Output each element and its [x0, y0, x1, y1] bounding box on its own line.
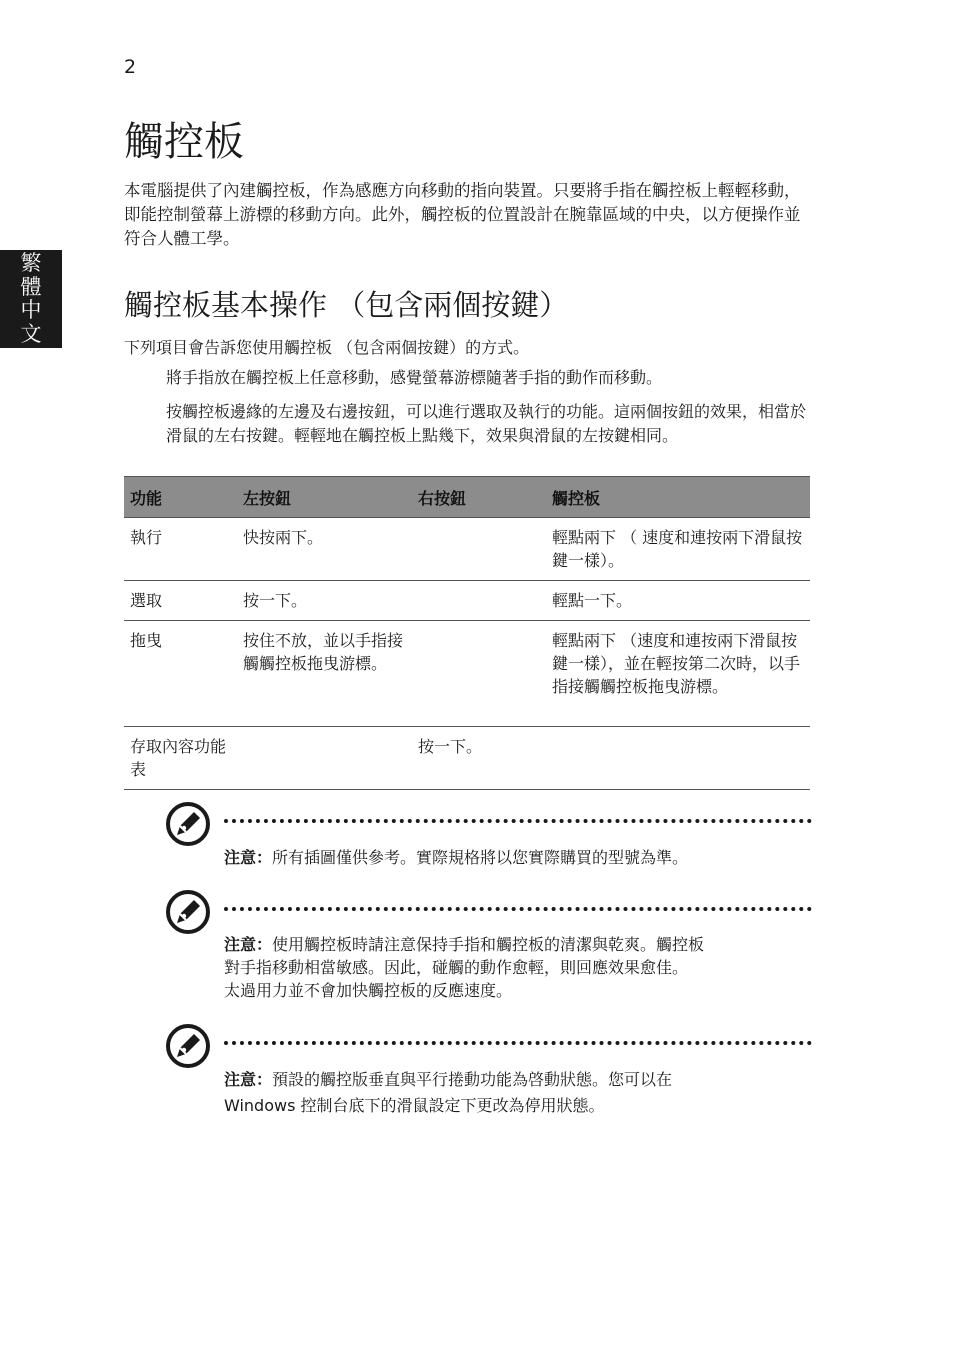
note-text: [224, 846, 814, 869]
header-left-button: 左按鈕: [237, 477, 412, 518]
table-row: [124, 518, 810, 581]
pencil-note-icon: [164, 1022, 212, 1070]
table-cell: [546, 727, 810, 790]
page-number: 2: [124, 56, 137, 78]
lead-paragraph: 下列項目會告訴您使用觸控板 （包含兩個按鍵）的方式。: [124, 338, 530, 357]
header-touchpad: 觸控板: [546, 477, 810, 518]
note-text: [224, 933, 814, 1002]
table-cell: 選取: [124, 581, 237, 621]
note-divider: [224, 907, 812, 911]
page-title: 觸控板: [124, 119, 244, 165]
table-cell: [412, 621, 546, 727]
note-line: 對手指移動相當敏感。因此，碰觸的動作愈輕，則回應效果愈佳。: [224, 958, 689, 977]
table-cell: 按一下。: [412, 727, 546, 790]
table-row: [124, 727, 810, 790]
table-cell: [412, 518, 546, 581]
table-cell: 存取內容功能表: [124, 727, 237, 790]
table-cell: 拖曳: [124, 621, 237, 727]
pencil-note-icon: [164, 888, 212, 936]
note-line: 預設的觸控版垂直與平行捲動功能為啓動狀態。您可以在: [272, 1070, 673, 1089]
table-cell: [412, 581, 546, 621]
header-right-button: 右按鈕: [412, 477, 546, 518]
table-cell: 執行: [124, 518, 237, 581]
table-cell: 按住不放，並以手指接觸觸控板拖曳游標。: [237, 621, 412, 727]
table-cell: 快按兩下。: [237, 518, 412, 581]
table-cell: 輕點兩下 （ 速度和連按兩下滑鼠按鍵一樣）。: [546, 518, 810, 581]
intro-paragraph: 本電腦提供了內建觸控板，作為感應方向移動的指向裝置。只要將手指在觸控板上輕輕移動，即能控制螢幕上游標的移動方向。此外，觸控板的位置設計在腕靠區域的中央，以方便操作並符合人體工學。: [124, 181, 801, 248]
note-label: 注意：: [224, 848, 273, 867]
note-text: [224, 1067, 814, 1119]
table-cell: [237, 727, 412, 790]
note-line: 所有插圖僅供參考。實際規格將以您實際購買的型號為準。: [272, 848, 689, 867]
touchpad-function-table: [124, 476, 810, 790]
note-label: 注意：: [224, 1070, 273, 1089]
note-divider: [224, 819, 812, 823]
table-row: [124, 581, 810, 621]
table-header-row: [124, 477, 810, 518]
table-row: [124, 621, 810, 727]
table-cell: 輕點一下。: [546, 581, 810, 621]
side-tab-label: 繁體中文: [20, 251, 42, 346]
pencil-note-icon: [164, 800, 212, 848]
note-line: 使用觸控板時請注意保持手指和觸控板的清潔與乾爽。觸控板: [272, 935, 705, 954]
table-cell: 按一下。: [237, 581, 412, 621]
table-cell: 輕點兩下 （速度和連按兩下滑鼠按鍵一樣），並在輕按第二次時，以手指接觸觸控板拖曳游標。: [546, 621, 810, 727]
note-divider: [224, 1041, 812, 1045]
section-title: 觸控板基本操作 （包含兩個按鍵）: [124, 288, 569, 322]
note-label: 注意：: [224, 935, 273, 954]
note-line: 太過用力並不會加快觸控板的反應速度。: [224, 981, 513, 1000]
instruction-item: 按觸控板邊緣的左邊及右邊按鈕，可以進行選取及執行的功能。這兩個按鈕的效果，相當於滑鼠的左右按鍵。輕輕地在觸控板上點幾下，效果與滑鼠的左按鍵相同。: [166, 402, 807, 445]
language-side-tab: [0, 250, 62, 348]
instruction-item: 將手指放在觸控板上任意移動，感覺螢幕游標隨著手指的動作而移動。: [166, 368, 663, 387]
note-line: Windows 控制台底下的滑鼠設定下更改為停用狀態。: [224, 1096, 605, 1115]
header-function: 功能: [124, 477, 237, 518]
